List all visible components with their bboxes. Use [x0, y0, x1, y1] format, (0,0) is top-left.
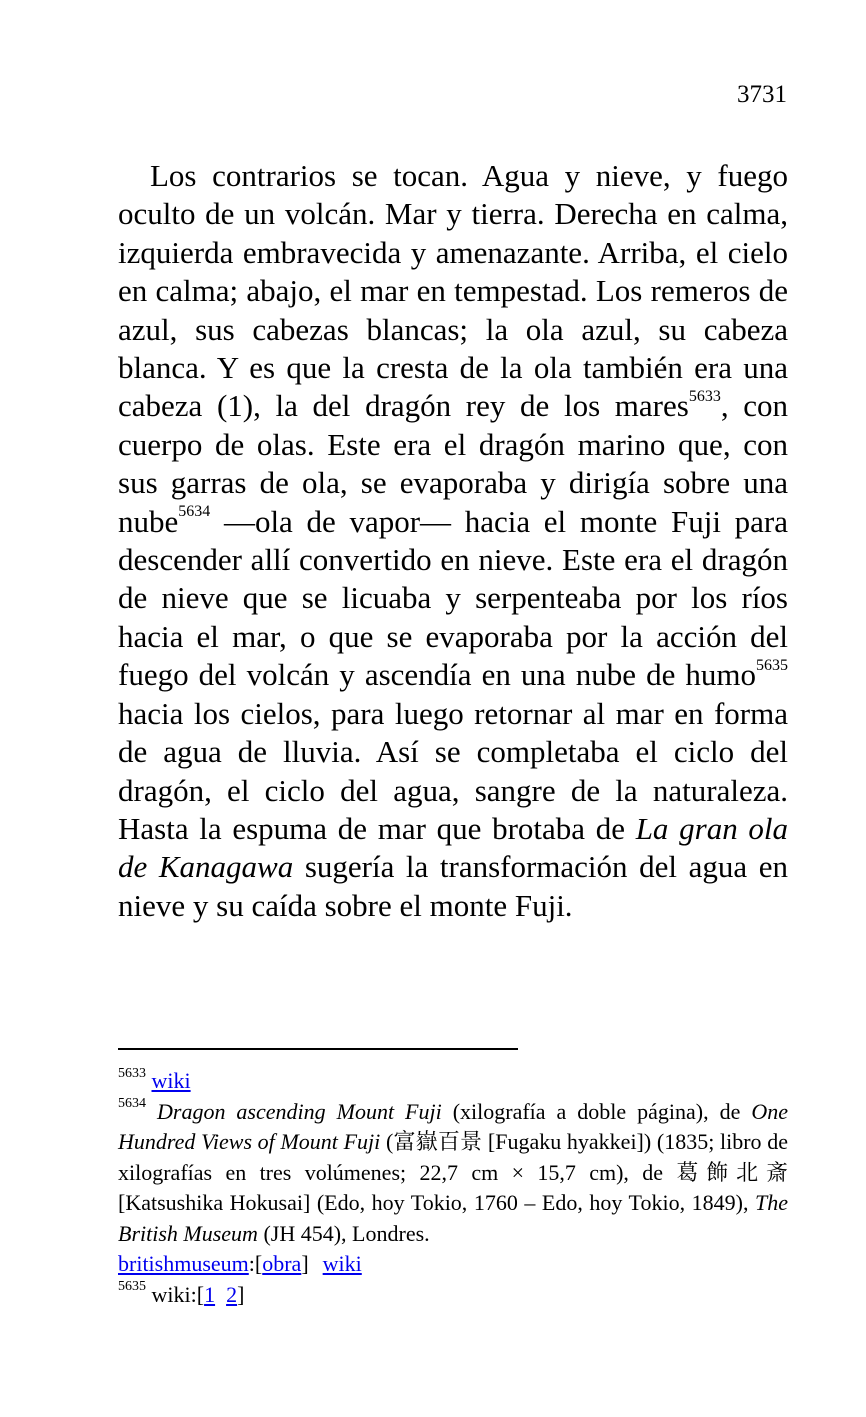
footnote-number: 5635 [118, 1279, 146, 1295]
wiki-link[interactable]: wiki [322, 1251, 362, 1276]
footnote-divider [118, 1048, 518, 1050]
page-number: 3731 [737, 81, 787, 108]
footnote-text: wiki:[ [151, 1281, 205, 1307]
footnote-5633 [118, 1066, 788, 1097]
paragraph-text: , con cuerpo de olas. Este era el dragón marino que, con sus garras de ola, se evaporaba y dirigía sobre una nube [118, 388, 788, 539]
paragraph-text: Los contrarios se tocan. Agua y nieve, y fuego oculto de un volcán. Mar y tierra. Derecha en calma, izquierda embravecida y amenazante. Arriba, el cielo en calma; abajo, el mar en tempestad. Los remeros de azul, sus cabezas blancas; la ola azul, su cabeza blanca. Y es que la cresta de la ola también era una cabeza (1), la del dragón rey de los mares [118, 158, 788, 424]
paragraph-text: sugería la transformación del agua en nieve y su caída sobre el monte Fuji. [118, 849, 788, 923]
footnotes [118, 1066, 788, 1310]
footnote-text: (JH 454), Londres. [257, 1220, 430, 1246]
paragraph-text: —ola de vapor— hacia el monte Fuji para descender allí convertido en nieve. Este era el dragón de nieve que se licuaba y serpenteaba por los ríos hacia el mar, o que se evaporaba por la acción del fuego del volcán y ascendía en una nube de humo [118, 503, 788, 693]
book-title: One Hundred Views of Mount Fuji [118, 1098, 789, 1154]
paragraph-text: hacia los cielos, para luego retornar al mar en forma de agua de lluvia. Así se completaba el ciclo del dragón, el ciclo del agua, sangre de la naturaleza. Hasta la espuma de mar que brotaba de [118, 695, 788, 846]
museum-name: The British Museum [118, 1190, 788, 1246]
footnote-number: 5634 [118, 1096, 146, 1112]
footnote-punct: :[ [248, 1251, 263, 1276]
britishmuseum-link[interactable]: britishmuseum [118, 1251, 249, 1276]
footnote-ref-5635[interactable]: 5635 [756, 656, 788, 674]
footnote-text: (富嶽百景 [Fugaku hyakkei]) (1835; libro de xilografías en tres volúmenes; 22,7 cm × 15,7 cm), de 葛飾北斎 [Katsushika Hokusai] (Edo, hoy Tokio, 1760 – Edo, hoy Tokio, 1849), [118, 1129, 789, 1215]
footnote-ref-5634[interactable]: 5634 [178, 503, 211, 521]
main-paragraph [118, 157, 788, 925]
work-title: Dragon ascending Mount Fuji [157, 1098, 442, 1124]
wiki-link-1[interactable]: 1 [204, 1281, 216, 1307]
footnote-ref-5633[interactable]: 5633 [688, 388, 721, 406]
footnote-punct: ] [301, 1251, 309, 1276]
artwork-title: La gran ola de Kanagawa [118, 810, 789, 885]
obra-link[interactable]: obra [262, 1251, 302, 1276]
footnote-5635 [118, 1280, 788, 1311]
wiki-link[interactable]: wiki [151, 1068, 191, 1093]
footnote-punct: ] [237, 1281, 245, 1307]
footnote-text: (xilografía a doble página), de [441, 1098, 752, 1124]
footnote-number: 5633 [118, 1065, 146, 1081]
footnote-5634 [118, 1097, 788, 1280]
wiki-link-2[interactable]: 2 [226, 1281, 238, 1307]
